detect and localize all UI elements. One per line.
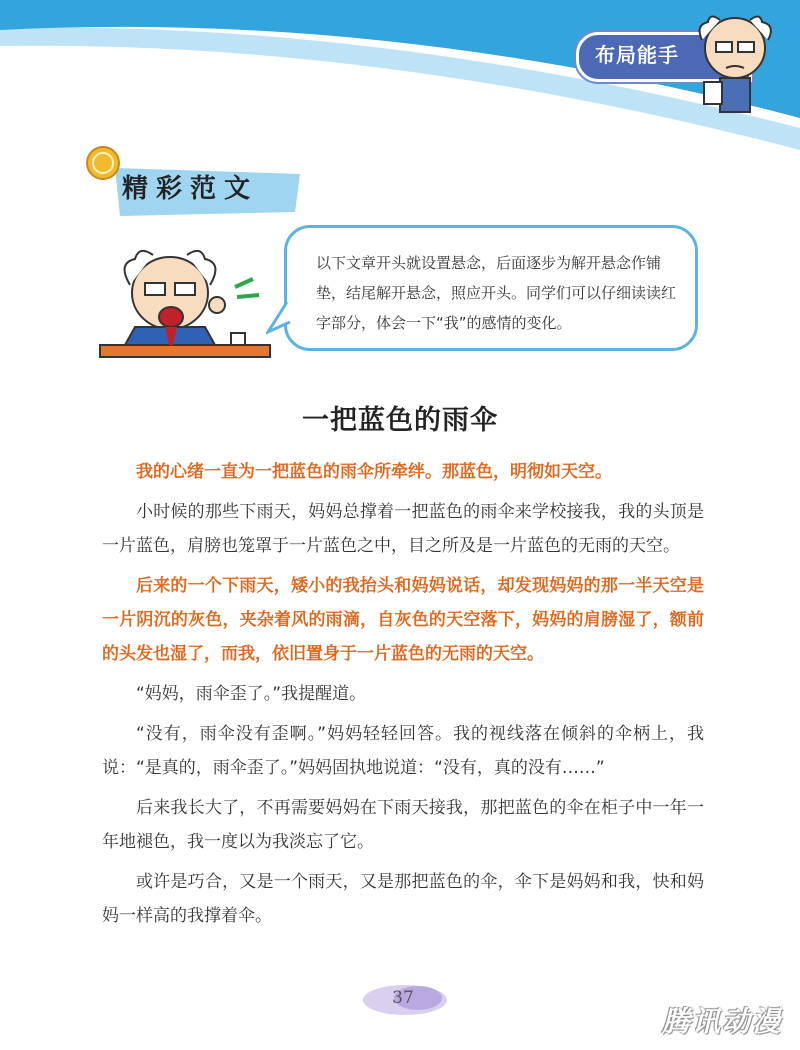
essay-body	[102, 455, 704, 939]
essay-paragraph: 后来的一个下雨天，矮小的我抬头和妈妈说话，却发现妈妈的那一半天空是一片阴沉的灰色，夹杂着风的雨滴，自灰色的天空落下，妈妈的肩膀湿了，额前的头发也湿了，而我，依旧置身于一片蓝色的无雨的天空。	[102, 576, 704, 664]
section-tag-label: 布局能手	[595, 43, 679, 67]
speech-bubble-tail	[266, 300, 296, 340]
teacher-cartoon-icon	[95, 245, 275, 370]
section-title: 精彩范文	[122, 174, 259, 204]
speech-bubble-text: 以下文章开头就设置悬念，后面逐步为解开悬念作铺垫，结尾解开悬念，照应开头。同学们可以仔细读读红字部分，体会一下“我”的感情的变化。	[316, 254, 677, 332]
essay-paragraph: 小时候的那些下雨天，妈妈总撑着一把蓝色的雨伞来学校接我，我的头顶是一片蓝色，肩膀也笼罩于一片蓝色之中，目之所及是一片蓝色的无雨的天空。	[102, 502, 704, 556]
watermark: 腾讯动漫	[662, 1005, 783, 1038]
essay-paragraph: 我的心绪一直为一把蓝色的雨伞所牵绊。那蓝色，明彻如天空。	[136, 462, 612, 482]
essay-paragraph: “没有，雨伞没有歪啊。”妈妈轻轻回答。我的视线落在倾斜的伞柄上，我说：“是真的，雨伞歪了。”妈妈固执地说道：“没有，真的没有……”	[102, 724, 704, 778]
teacher-mascot-icon	[690, 10, 780, 120]
essay-paragraph: “妈妈，雨伞歪了。”我提醒道。	[136, 684, 367, 704]
page-number: 37	[392, 988, 414, 1008]
coin-icon	[85, 145, 121, 181]
essay-paragraph: 后来我长大了，不再需要妈妈在下雨天接我，那把蓝色的伞在柜子中一年一年地褪色，我一度以为我淡忘了它。	[102, 798, 704, 852]
essay-title: 一把蓝色的雨伞	[302, 405, 498, 436]
essay-paragraph: 或许是巧合，又是一个雨天，又是那把蓝色的伞，伞下是妈妈和我，快和妈妈一样高的我撑着伞。	[102, 872, 704, 926]
